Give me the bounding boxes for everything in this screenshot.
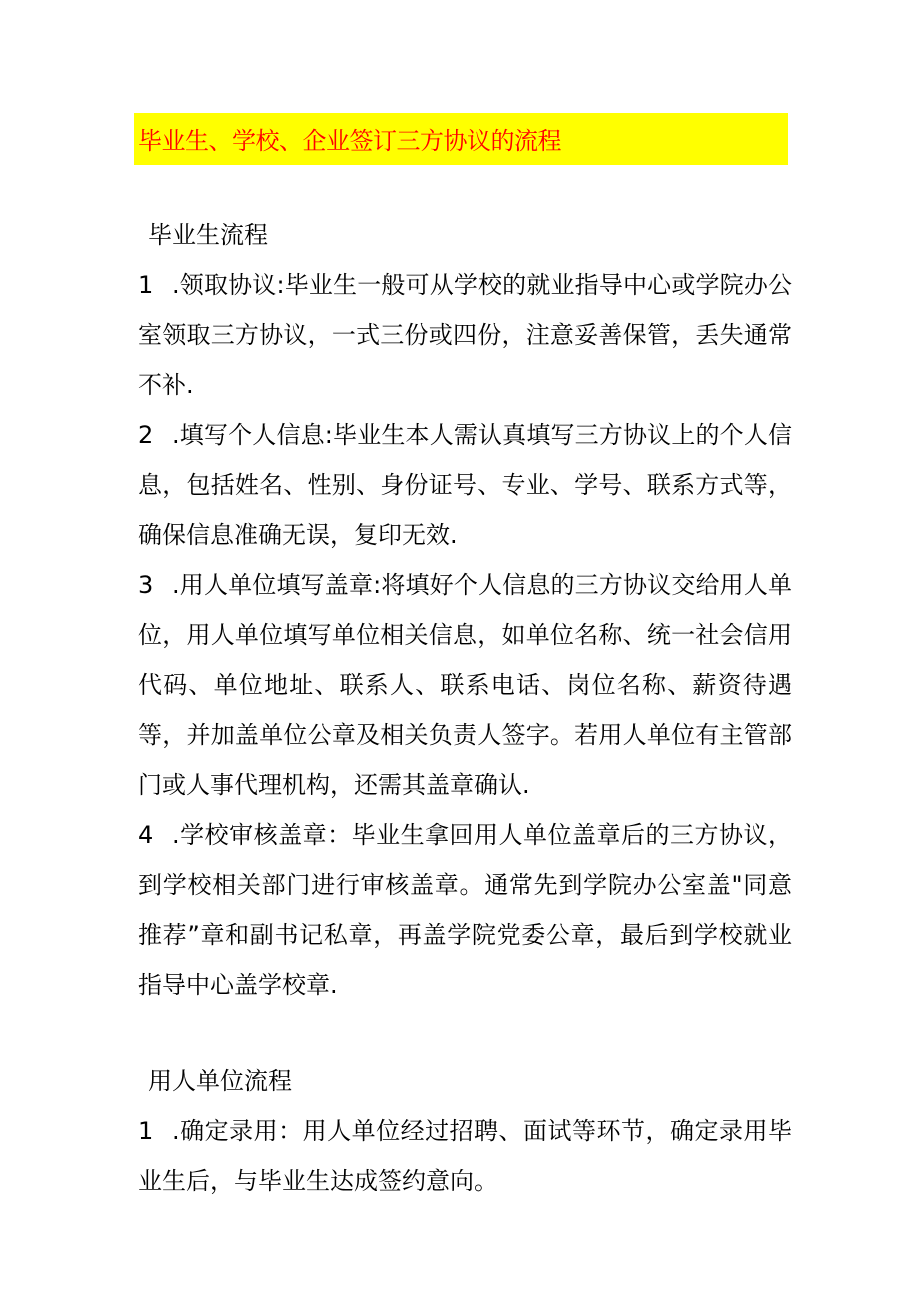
step-text: .用人单位填写盖章:将填好个人信息的三方协议交给用人单位，用人单位填写单位相关信息，如单位名称、统一社会信用代码、单位地址、联系人、联系电话、岗位名称、薪资待遇等，并加盖单位公章及相关负责人签字。若用人单位有主管部门或人事代理机构，还需其盖章确认.: [138, 571, 792, 799]
step-text: .学校审核盖章：毕业生拿回用人单位盖章后的三方协议，到学校相关部门进行审核盖章。通常先到学院办公室盖"同意推荐”章和副书记私章，再盖学院党委公章，最后到学校就业指导中心盖学校章.: [138, 821, 792, 999]
step-text: .填写个人信息:毕业生本人需认真填写三方协议上的个人信息，包括姓名、性别、身份证号、专业、学号、联系方式等，确保信息准确无误，复印无效.: [138, 421, 792, 549]
step-number: 2: [138, 421, 154, 449]
section-spacer: [138, 1010, 792, 1056]
step-number: 4: [138, 821, 154, 849]
step-text: .领取协议:毕业生一般可从学校的就业指导中心或学院办公室领取三方协议，一式三份或四份，注意妥善保管，丢失通常不补.: [138, 271, 792, 399]
step-text: .确定录用：用人单位经过招聘、面试等环节，确定录用毕业生后，与毕业生达成签约意向。: [138, 1117, 792, 1195]
step-number: 3: [138, 571, 154, 599]
step-number: 1: [138, 1117, 154, 1145]
document-title: 毕业生、学校、企业签订三方协议的流程: [138, 127, 561, 155]
section-heading-graduate: 毕业生流程: [148, 221, 268, 249]
graduate-step-3: [138, 560, 792, 810]
document-body: [138, 210, 792, 1206]
title-banner: [134, 113, 788, 165]
step-number: 1: [138, 271, 154, 299]
graduate-step-1: [138, 260, 792, 410]
graduate-step-2: [138, 410, 792, 560]
graduate-step-4: [138, 810, 792, 1010]
employer-step-1: [138, 1106, 792, 1206]
section-heading-employer: 用人单位流程: [148, 1067, 292, 1095]
